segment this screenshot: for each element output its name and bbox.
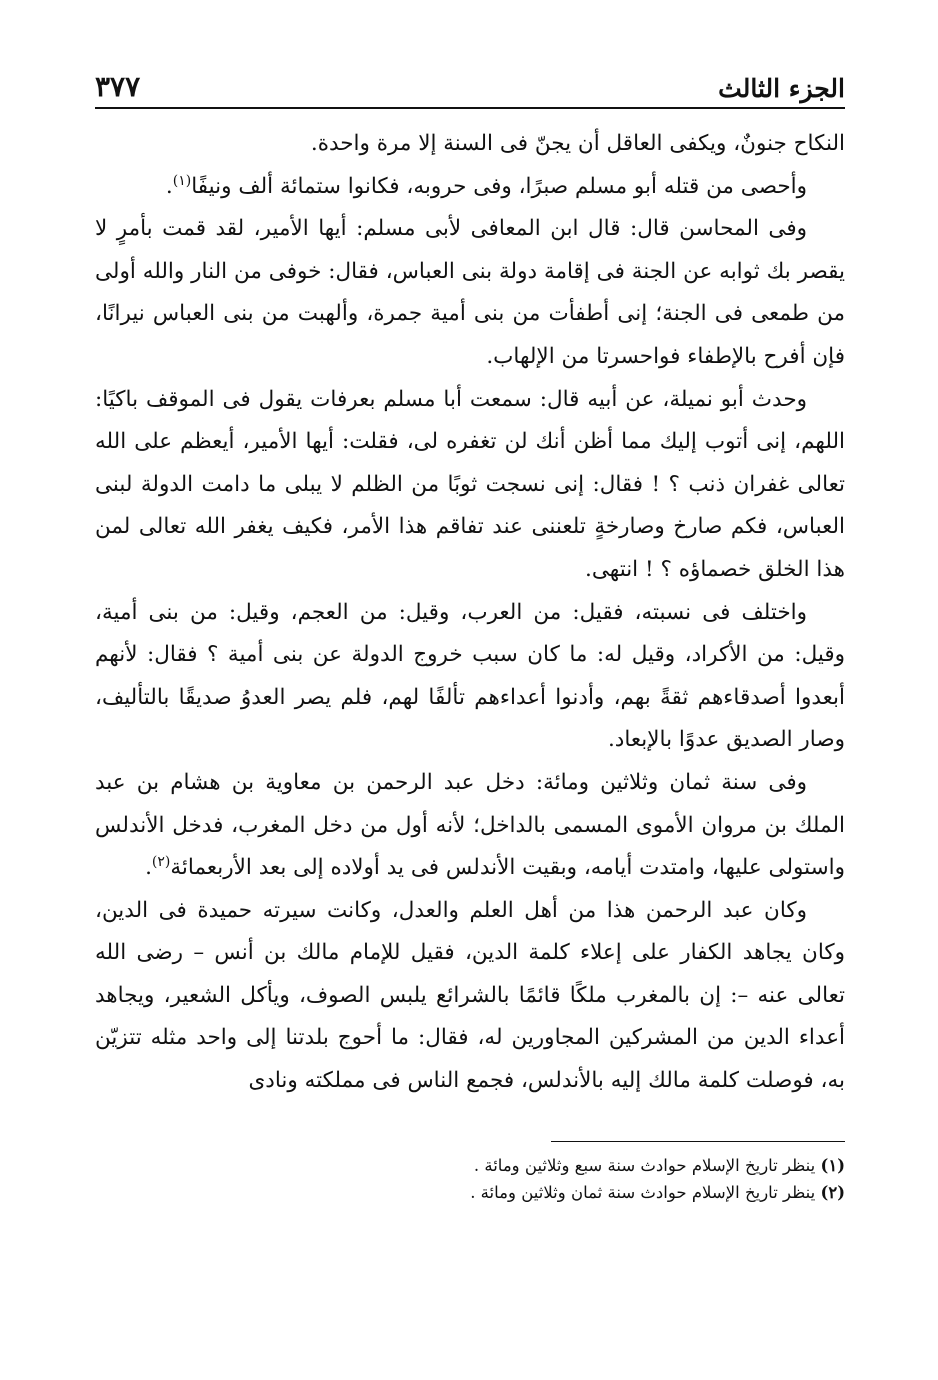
page-header (95, 55, 845, 103)
body-text (95, 123, 845, 1103)
footnote-1: (١) ينظر تاريخ الإسلام حوادث سنة سبع وثلاثين ومائة . (473, 1155, 845, 1175)
paragraph-4: وحدث أبو نميلة، عن أبيه قال: سمعت أبا مسلم بعرفات يقول فى الموقف باكيًا: اللهم، إنى أتوب إليك مما أظن أنك لن تغفره لى، فقلت: أيها الأمير، أيعظم على الله تعالى غفران ذنب ؟ ! فقال: إنى نسجت ثوبًا من الظلم لا يبلى ما دامت الدولة لبنى العباس، فكم صارخ وصارخةٍ تلعننى عند تفاقم هذا الأمر، فكيف يغفر الله تعالى لمن هذا الخلق خصماؤه ؟ ! انتهى. (95, 386, 845, 582)
footnote-rule (551, 1141, 845, 1142)
book-page (95, 55, 845, 1206)
footnote-2: (٢) ينظر تاريخ الإسلام حوادث سنة ثمان وثلاثين ومائة . (470, 1182, 845, 1202)
paragraph-7: وكان عبد الرحمن هذا من أهل العلم والعدل، وكانت سيرته حميدة فى الدين، وكان يجاهد الكفار على إعلاء كلمة الدين، فقيل للإمام مالك بن أنس – رضى الله تعالى عنه –: إن بالمغرب ملكًا قائمًا بالشرائع يلبس الصوف، ويأكل الشعير، ويجاهد أعداء الدين من المشركين المجاورين له، فقال: ما أحوج بلدتنا إلى واحد مثله تتزيّن به، فوصلت كلمة مالك إليه بالأندلس، فجمع الناس فى مملكته ونادى (95, 897, 845, 1094)
header-rule (95, 107, 845, 109)
paragraph-6: وفى سنة ثمان وثلاثين ومائة: دخل عبد الرحمن بن معاوية بن هشام بن عبد الملك بن مروان الأموى المسمى بالداخل؛ لأنه أول من دخل المغرب، فدخل الأندلس واستولى عليها، وامتدت أيامه، وبقيت الأندلس فى يد أولاده إلى بعد الأربعمائة$^{(٢)}$. (95, 769, 845, 881)
paragraph-1: النكاح جنونٌ، ويكفى العاقل أن يجنّ فى السنة إلا مرة واحدة. (310, 131, 845, 156)
footnotes (95, 1152, 845, 1206)
paragraph-2: وأحصى من قتله أبو مسلم صبرًا، وفى حروبه، فكانوا ستمائة ألف ونيفًا$^{(١)}$. (165, 172, 807, 199)
page-number: ٣٧٧ (95, 70, 141, 103)
paragraph-3: وفى المحاسن قال: قال ابن المعافى لأبى مسلم: أيها الأمير، لقد قمت بأمرٍ لا يقصر بك ثوابه عن الجنة فى إقامة دولة بنى العباس، فقال: خوفى من النار والله أولى من طمعى فى الجنة؛ إنى أطفأت من بنى أمية جمرة، وألهبت من بنى العباس نيرانًا، فإن أفرح بالإطفاء فواحسرتا من الإلهاب. (95, 216, 845, 369)
running-title: الجزء الثالث (718, 74, 845, 103)
footnote-marker-2: (٢) (151, 853, 171, 870)
paragraph-5: واختلف فى نسبته، فقيل: من العرب، وقيل: من العجم، وقيل: من بنى أمية، وقيل: من الأكراد، وقيل له: ما كان سبب خروج الدولة عن بنى أمية ؟ فقال: لأنهم أبعدوا أصدقاءهم ثقةً بهم، وأدنوا أعداءهم تألفًا لهم، فلم يصر العدوُ صديقًا بالتأليف، وصار الصديق عدوًا بالإبعاد. (95, 599, 845, 753)
footnote-marker-1: (١) (172, 172, 192, 189)
